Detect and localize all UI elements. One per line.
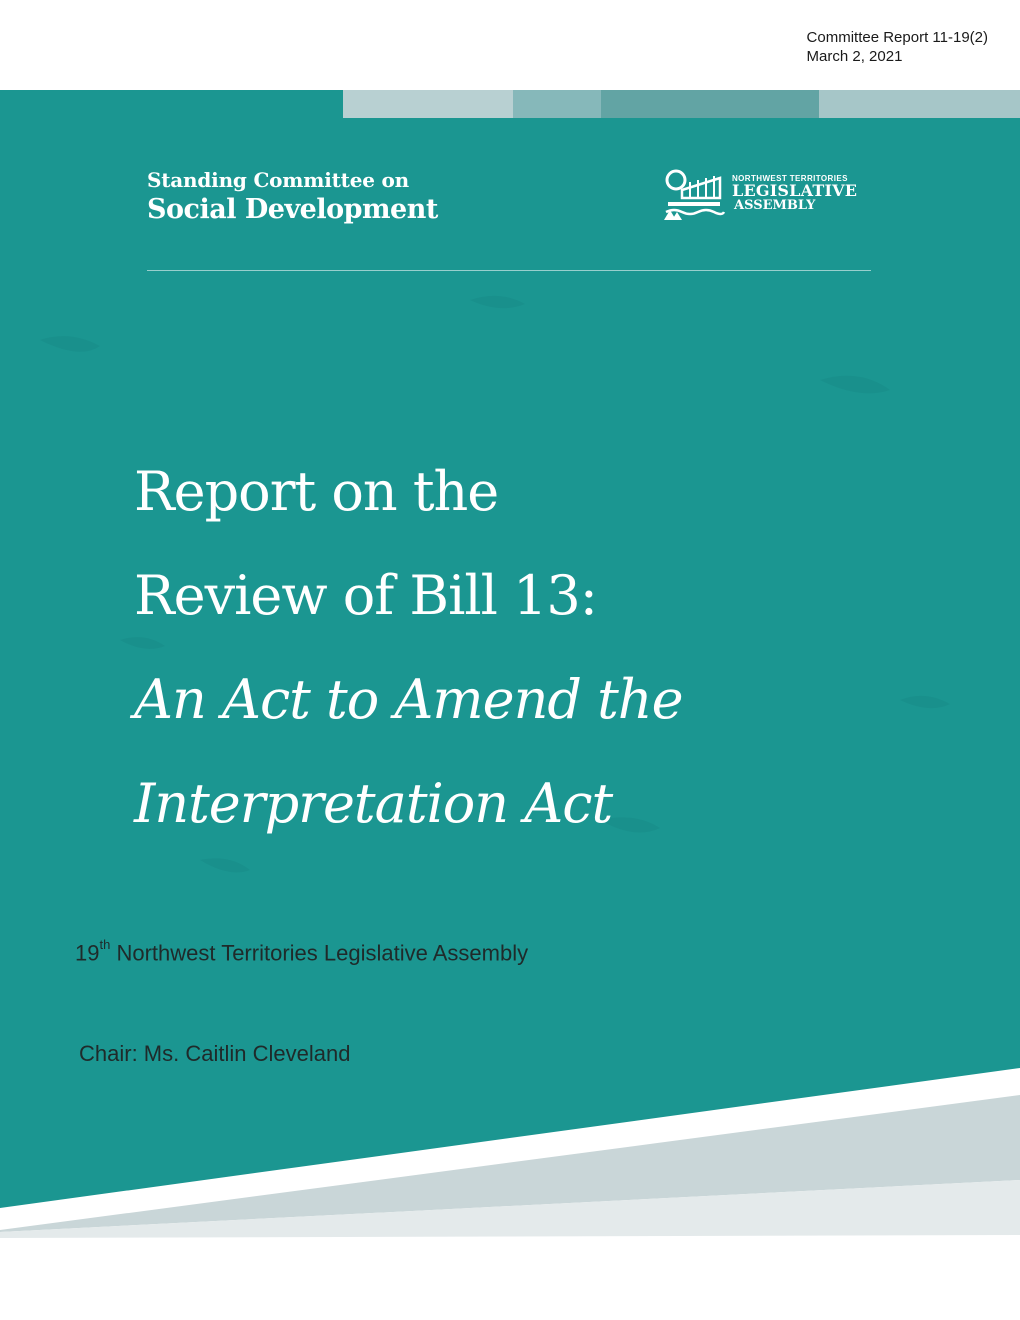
logo-line1: NORTHWEST TERRITORIES: [732, 174, 848, 183]
report-meta: [807, 28, 988, 66]
title-line4: Interpretation Act: [134, 772, 613, 835]
title-line3: An Act to Amend the: [134, 668, 683, 731]
chair-name: Chair: Ms. Caitlin Cleveland: [79, 1041, 351, 1066]
assembly-name: [75, 937, 529, 966]
band-segment: [343, 90, 513, 118]
committee-name-line1: Standing Committee on: [147, 168, 410, 192]
assembly-ordinal-suffix: th: [99, 937, 111, 952]
report-number: Committee Report 11-19(2): [806, 29, 988, 46]
logo-line2: LEGISLATIVE: [732, 181, 858, 200]
committee-name-line2: Social Development: [147, 194, 438, 225]
divider: [147, 270, 871, 271]
logo-line3: ASSEMBLY: [734, 198, 816, 213]
title-line2: Review of Bill 13:: [134, 564, 597, 627]
band-segment: [601, 90, 819, 118]
report-title: [134, 440, 683, 856]
band-segment: [513, 90, 601, 118]
legislative-assembly-emblem-icon: [662, 168, 726, 226]
band-segment: [819, 90, 1020, 118]
report-date: March 2, 2021: [806, 48, 903, 65]
committee-name: [147, 168, 438, 225]
assembly-ordinal: 19: [75, 940, 100, 966]
title-line1: Report on the: [134, 460, 499, 523]
assembly-logo: [662, 168, 882, 228]
assembly-full-name: Northwest Territories Legislative Assembly: [116, 940, 529, 966]
band-segment: [87, 90, 343, 118]
